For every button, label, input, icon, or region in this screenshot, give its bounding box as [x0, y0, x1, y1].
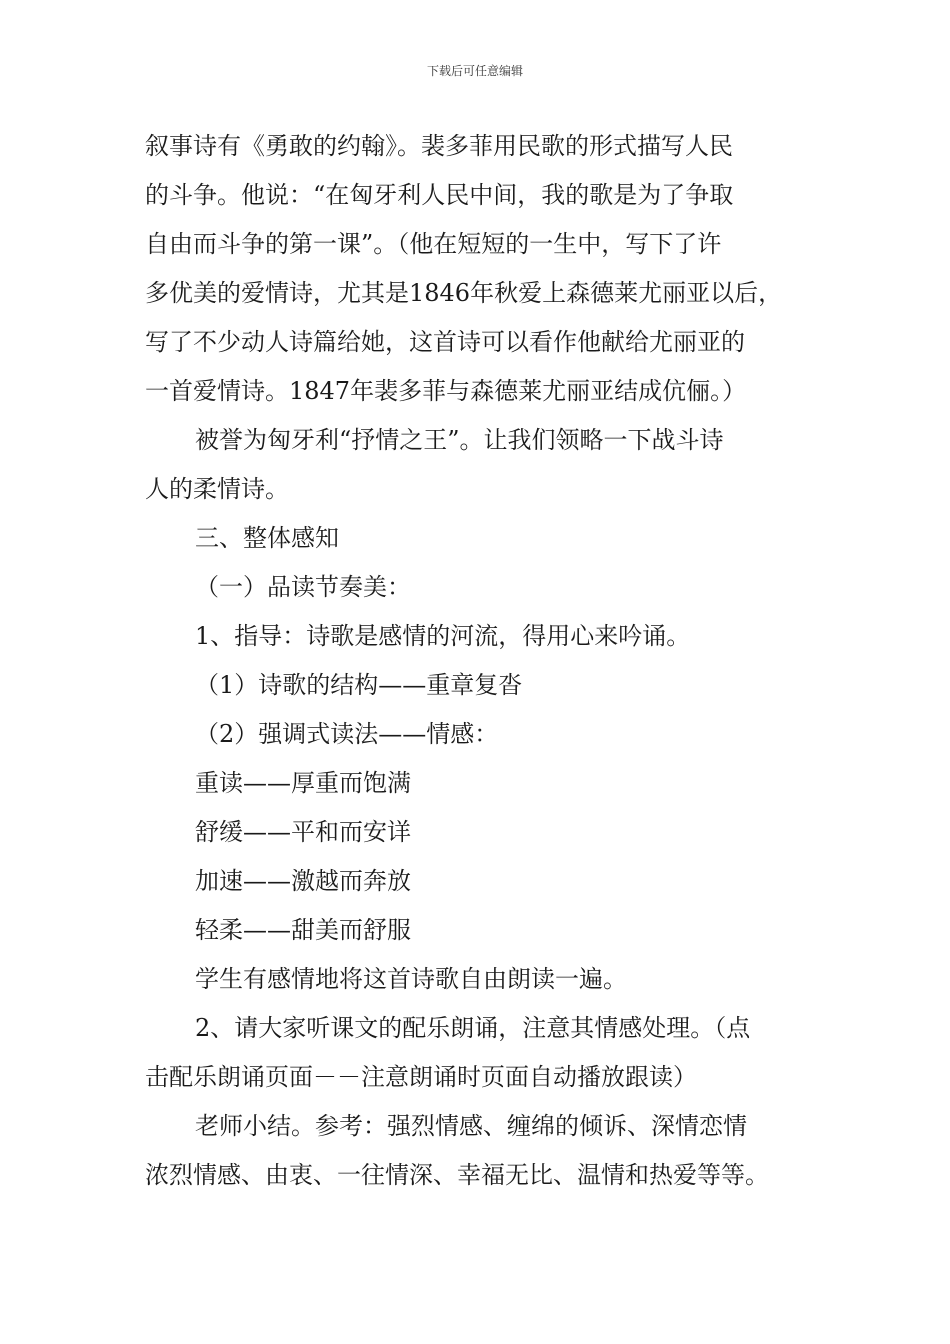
text-line: 一首爱情诗。1847年裴多菲与森德莱尤丽亚结成伉俪。） — [145, 377, 747, 405]
text-line: 轻柔——甜美而舒服 — [195, 916, 411, 944]
section-heading: 三、整体感知 — [195, 524, 339, 552]
text-line: 加速——激越而奔放 — [195, 867, 411, 895]
text-line: 2、请大家听课文的配乐朗诵，注意其情感处理。（点 — [195, 1014, 751, 1042]
document-body — [145, 122, 825, 1200]
text-line: 学生有感情地将这首诗歌自由朗读一遍。 — [195, 965, 627, 993]
text-line: 自由而斗争的第一课”。（他在短短的一生中，写下了许 — [145, 230, 722, 258]
text-line: 重读——厚重而饱满 — [195, 769, 411, 797]
text-line: 被誉为匈牙利“抒情之王”。让我们领略一下战斗诗 — [195, 426, 724, 454]
text-line: 舒缓——平和而安详 — [195, 818, 411, 846]
text-line: 1、指导：诗歌是感情的河流，得用心来吟诵。 — [195, 622, 691, 650]
text-line: 浓烈情感、由衷、一往情深、幸福无比、温情和热爱等等。 — [145, 1161, 769, 1189]
text-line: 叙事诗有《勇敢的约翰》。裴多菲用民歌的形式描写人民 — [145, 132, 733, 160]
page-header: 下载后可任意编辑 — [426, 64, 523, 78]
text-line: 的斗争。他说：“在匈牙利人民中间，我的歌是为了争取 — [145, 181, 734, 209]
text-line: 写了不少动人诗篇给她，这首诗可以看作他献给尤丽亚的 — [145, 328, 745, 356]
subsection-heading: （一）品读节奏美： — [195, 573, 411, 601]
text-line: 击配乐朗诵页面－－注意朗诵时页面自动播放跟读） — [145, 1063, 697, 1091]
text-line: 人的柔情诗。 — [145, 475, 289, 503]
text-line: （1）诗歌的结构——重章复沓 — [195, 671, 523, 699]
text-line: 多优美的爱情诗，尤其是1846年秋爱上森德莱尤丽亚以后， — [145, 279, 783, 307]
text-line: （2）强调式读法——情感： — [195, 720, 499, 748]
text-line: 老师小结。参考：强烈情感、缠绵的倾诉、深情恋情 — [195, 1112, 747, 1140]
